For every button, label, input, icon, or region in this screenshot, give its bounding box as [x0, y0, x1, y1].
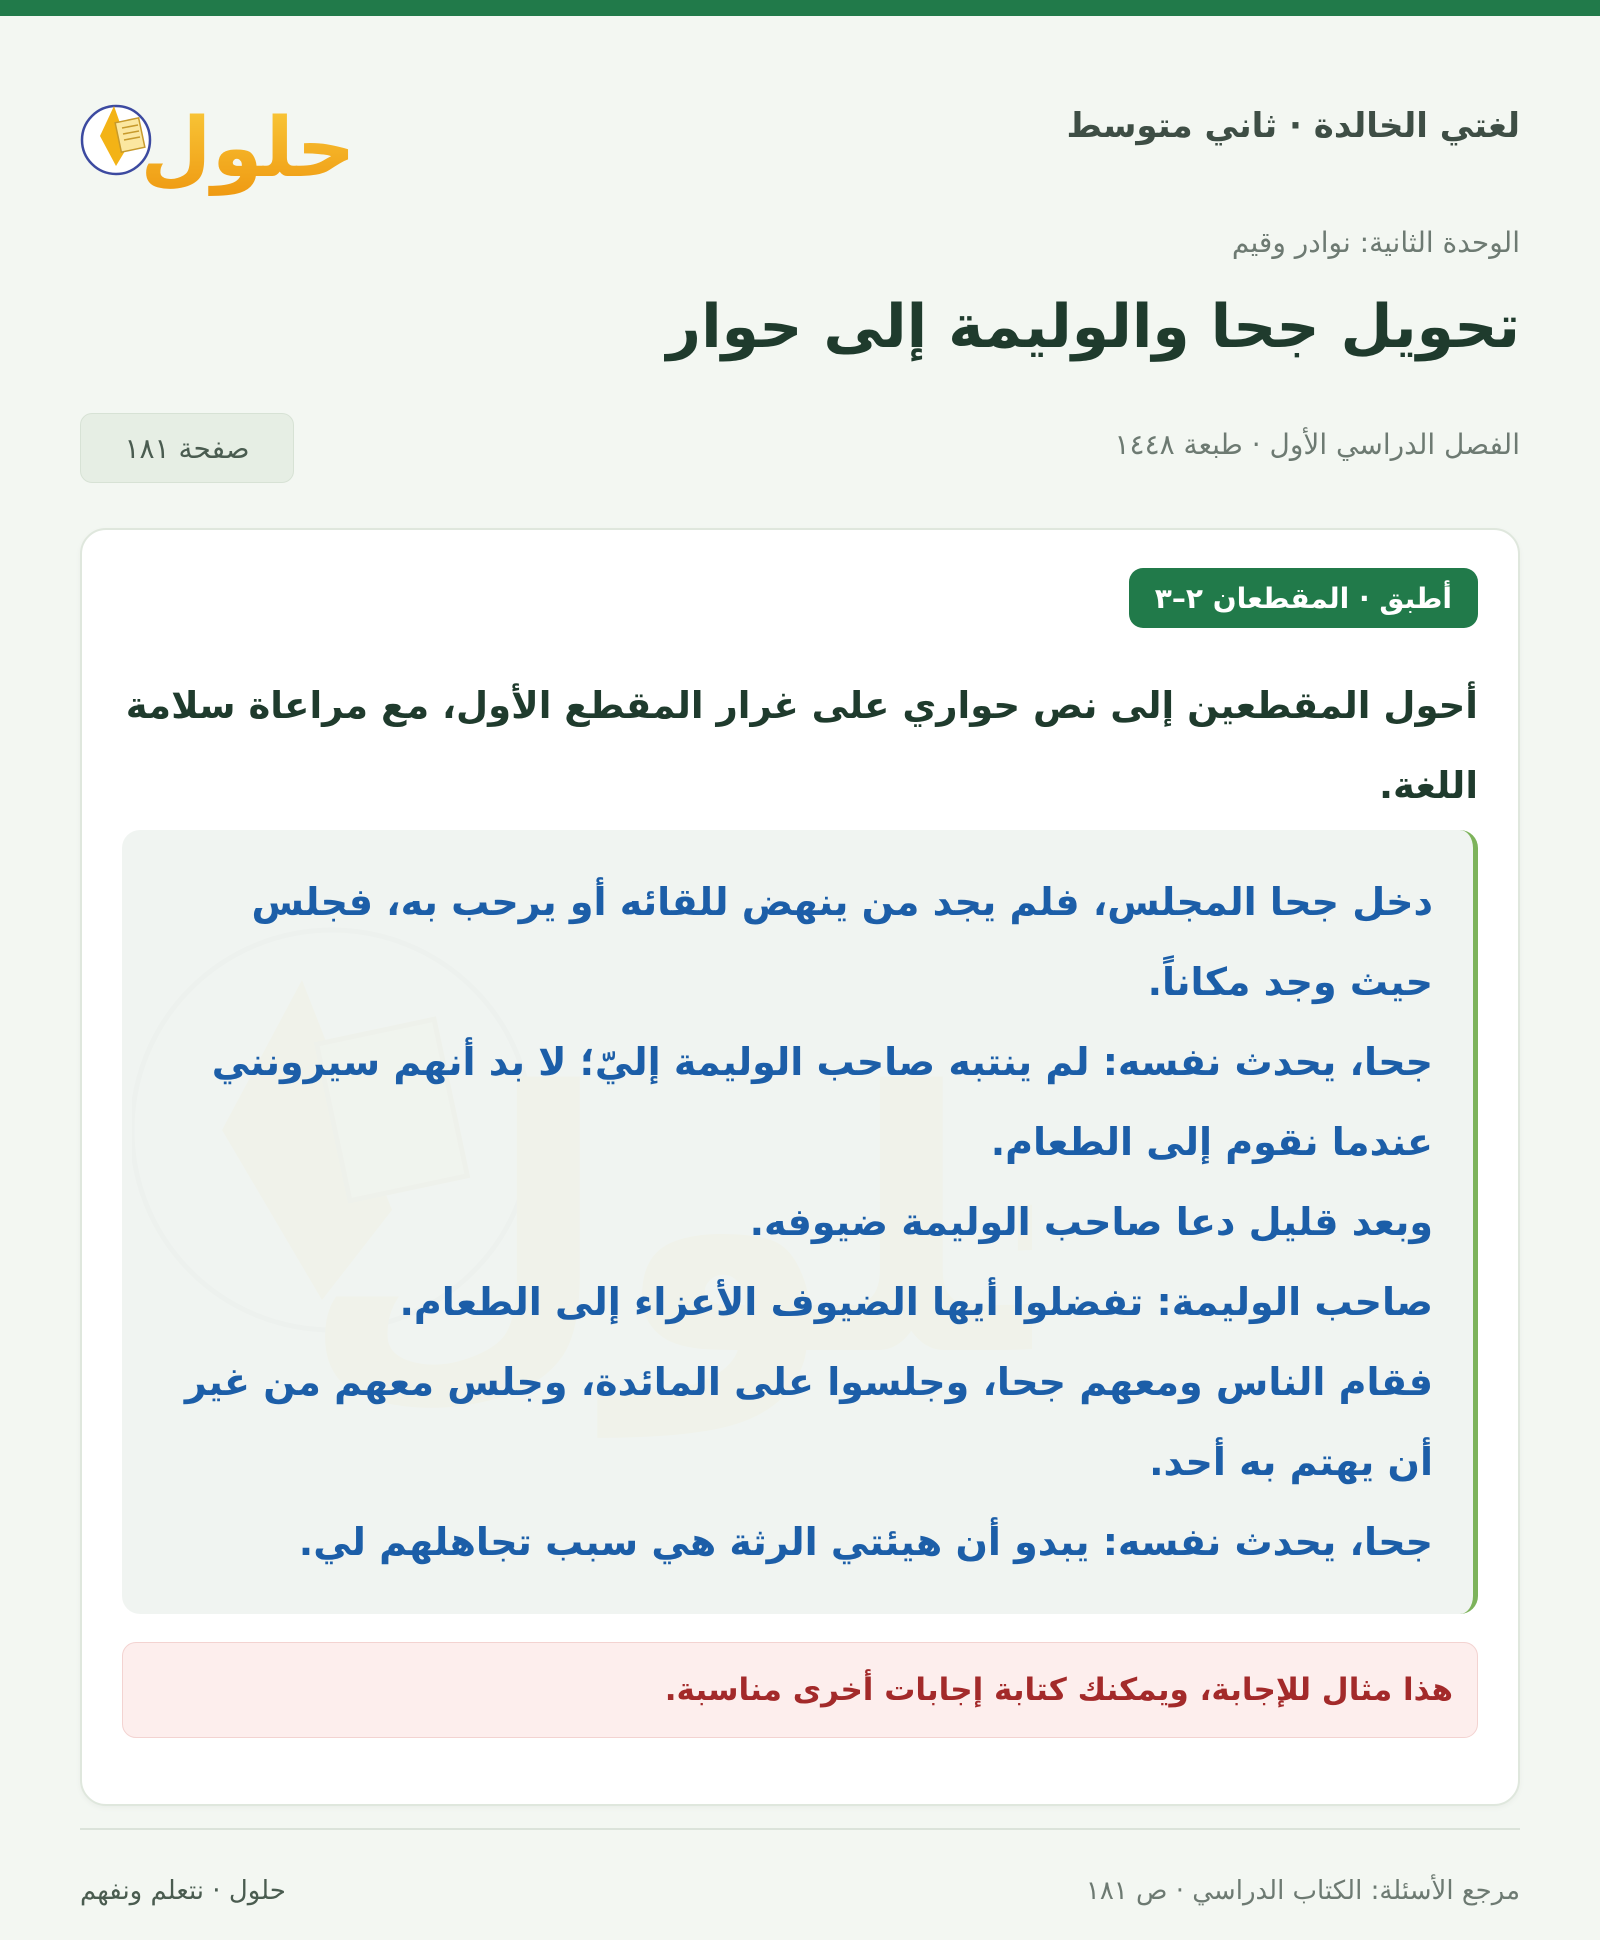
exercise-card: [80, 528, 1520, 1806]
footer-brand: حلول · نتعلم ونفهم: [80, 1876, 286, 1906]
answer-line: جحا، يحدث نفسه: يبدو أن هيئتي الرثة هي سبب تجاهلهم لي.: [298, 1520, 1433, 1564]
answer-line: دخل جحا المجلس، فلم يجد من ينهض للقائه أو يرحب به، فجلس حيث وجد مكاناً.: [251, 880, 1433, 1004]
logo-text: حلول: [140, 101, 356, 196]
answer-line: صاحب الوليمة: تفضلوا أيها الضيوف الأعزاء إلى الطعام.: [399, 1280, 1433, 1324]
page-number-badge: صفحة ١٨١: [80, 413, 294, 483]
term-label: الفصل الدراسي الأول · طبعة ١٤٤٨: [1114, 428, 1520, 461]
page-title: تحويل جحا والوليمة إلى حوار: [666, 292, 1520, 362]
exercise-tag: أطبق · المقطعان ٢–٣: [1129, 568, 1478, 628]
top-accent-bar: [0, 0, 1600, 16]
answer-line: فقام الناس ومعهم جحا، وجلسوا على المائدة، وجلس معهم من غير أن يهتم به أحد.: [184, 1360, 1433, 1484]
unit-label: الوحدة الثانية: نوادر وقيم: [1231, 226, 1520, 259]
course-title: لغتي الخالدة · ثاني متوسط: [1066, 106, 1520, 146]
header: [80, 16, 1520, 465]
exercise-prompt: أحول المقطعين إلى نص حواري على غرار المقطع الأول، مع مراعاة سلامة اللغة.: [125, 684, 1478, 807]
answer-line: جحا، يحدث نفسه: لم ينتبه صاحب الوليمة إليّ؛ لا بد أنهم سيرونني عندما نقوم إلى الطعام.: [211, 1040, 1433, 1164]
footer-divider: [80, 1828, 1520, 1830]
answer-note: هذا مثال للإجابة، ويمكنك كتابة إجابات أخرى مناسبة.: [122, 1642, 1478, 1738]
site-logo[interactable]: [80, 66, 370, 196]
answer-box: [122, 830, 1478, 1614]
footer-reference: مرجع الأسئلة: الكتاب الدراسي · ص ١٨١: [1085, 1876, 1520, 1906]
logo-mark-icon: [80, 66, 370, 196]
answer-line: وبعد قليل دعا صاحب الوليمة ضيوفه.: [749, 1200, 1433, 1244]
